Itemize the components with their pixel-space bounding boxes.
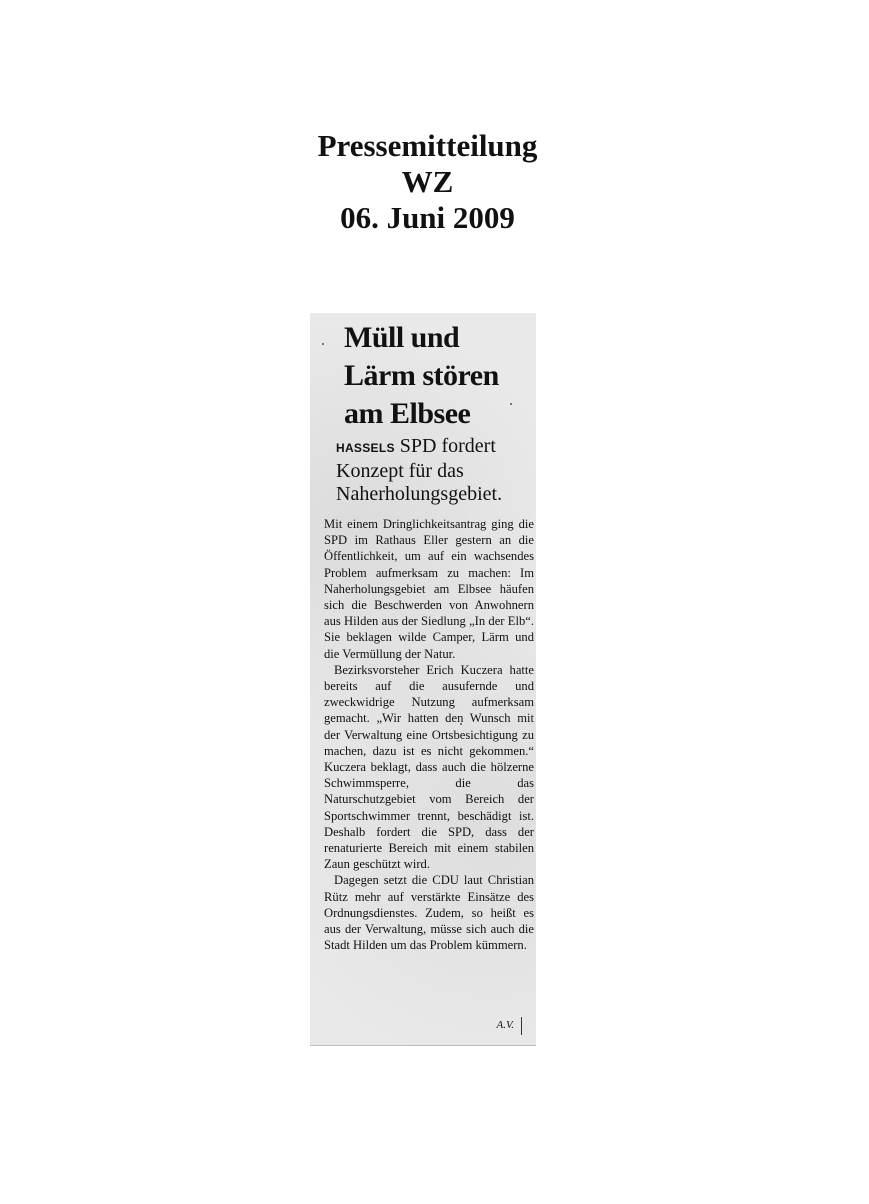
headline-line: am Elbsee <box>344 397 471 430</box>
article-paragraph: Dagegen setzt die CDU laut Christian Rütz mehr auf verstärkte Einsätze des Ordnungsdienstes. Zudem, so heißt es aus der Verwaltung, müsse sich auch die Stadt Hilden um das Problem kümmern. <box>324 873 534 953</box>
article-paragraph: Bezirksvorsteher Erich Kuczera hatte bereits auf die ausufernde und zweckwidrige Nutzung aufmerksam gemacht. „Wir hatten den Wunsch mit der Verwaltung eine Ortsbesichtigung zu machen, dazu ist es nicht gekommen.“ Kuczera beklagt, dass auch die hölzerne Schwimmsperre, die das Naturschutzgebiet vom Bereich der Sportschwimmer trennt, beschädigt ist. Deshalb fordert die SPD, dass der renaturierte Bereich mit einem stabilen Zaun geschützt wird. <box>324 662 534 872</box>
publication-date: 06. Juni 2009 <box>340 200 515 235</box>
location-kicker: HASSELS <box>336 441 395 455</box>
headline-line: Lärm stören <box>344 359 499 392</box>
author-signature: A.V. <box>496 1019 514 1031</box>
press-release-header <box>0 128 869 236</box>
newspaper-clipping <box>310 313 536 1046</box>
article-paragraph: Mit einem Dringlichkeitsantrag ging die SPD im Rathaus Eller gestern an die Öffentlichkeit, um auf ein wachsendes Problem aufmerksam zu machen: Im Naherholungsgebiet am Elbsee häufen sich die Beschwerden von Anwohnern aus Hilden aus der Siedlung „In der Elb“. Sie beklagen wilde Camper, Lärm und die Vermüllung der Natur. <box>324 517 534 661</box>
newspaper-name: WZ <box>401 164 454 199</box>
press-release-title: Pressemitteilung <box>317 128 538 163</box>
headline-line: Müll und <box>344 321 460 354</box>
article-headline <box>344 319 534 433</box>
article-body <box>324 516 534 953</box>
subheadline-text: SPD fordert Konzept für das Naherholungsgebiet. <box>336 435 503 505</box>
column-rule <box>521 1017 522 1035</box>
article-subheadline <box>336 435 532 506</box>
